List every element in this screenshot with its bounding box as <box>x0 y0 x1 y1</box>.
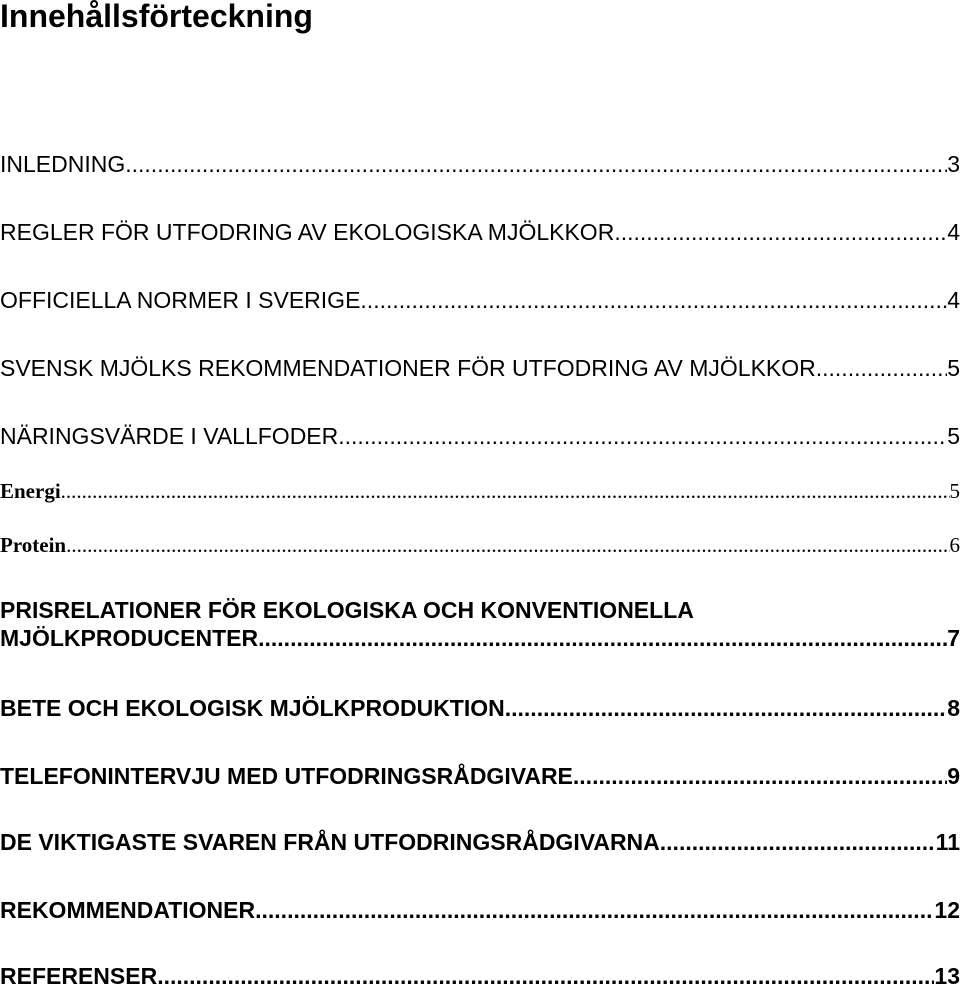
toc-line <box>0 896 960 924</box>
toc-entry-title: Protein <box>0 532 66 558</box>
toc-leader-dots <box>66 532 949 558</box>
toc-page-number: 5 <box>947 354 960 382</box>
toc-line <box>0 286 960 314</box>
toc-entry-title: TELEFONINTERVJU MED UTFODRINGSRÅDGIVARE <box>0 762 573 790</box>
toc-entry[interactable] <box>0 218 960 246</box>
toc-entry-title: MJÖLKPRODUCENTER <box>0 624 258 652</box>
toc-leader-dots <box>573 762 947 790</box>
toc-leader-dots <box>816 354 947 382</box>
toc-page-number: 6 <box>950 532 960 558</box>
toc-entry[interactable] <box>0 150 960 178</box>
toc-entry[interactable] <box>0 762 960 790</box>
toc-page-number: 4 <box>947 286 960 314</box>
toc-entry-title: INLEDNING <box>0 150 125 178</box>
toc-line <box>0 532 960 558</box>
toc-leader-dots <box>61 478 950 504</box>
toc-entry[interactable] <box>0 532 960 558</box>
toc-page-number: 5 <box>947 422 960 450</box>
toc-leader-dots <box>614 218 947 246</box>
toc-entry[interactable] <box>0 596 960 652</box>
toc-leader-dots <box>505 694 947 722</box>
toc-entry[interactable] <box>0 896 960 924</box>
toc-page-number: 3 <box>947 150 960 178</box>
toc-page-number: 8 <box>947 694 960 722</box>
toc-leader-dots <box>255 896 934 924</box>
toc-page-number: 5 <box>950 478 960 504</box>
toc-entry-title: SVENSK MJÖLKS REKOMMENDATIONER FÖR UTFODRING AV MJÖLKKOR <box>0 354 816 382</box>
toc-entry[interactable] <box>0 422 960 450</box>
page-title: Innehållsförteckning <box>0 0 313 36</box>
toc-line <box>0 478 960 504</box>
toc-entry[interactable] <box>0 962 960 990</box>
toc-line <box>0 828 960 856</box>
toc-leader-dots <box>660 828 936 856</box>
toc-entry-title: BETE OCH EKOLOGISK MJÖLKPRODUKTION <box>0 694 505 722</box>
toc-page-number: 13 <box>934 962 960 990</box>
toc-line <box>0 624 960 652</box>
toc-leader-dots <box>157 962 934 990</box>
toc-entry[interactable] <box>0 286 960 314</box>
toc-line <box>0 422 960 450</box>
toc-entry-title: DE VIKTIGASTE SVAREN FRÅN UTFODRINGSRÅDGIVARNA <box>0 828 660 856</box>
toc-line <box>0 962 960 990</box>
toc-page-number: 4 <box>947 218 960 246</box>
toc-entry-title-line-1: PRISRELATIONER FÖR EKOLOGISKA OCH KONVENTIONELLA <box>0 596 960 624</box>
toc-line <box>0 762 960 790</box>
toc-page-number: 9 <box>947 762 960 790</box>
toc-line <box>0 694 960 722</box>
toc-entry[interactable] <box>0 828 960 856</box>
toc-leader-dots <box>360 286 947 314</box>
toc-entry[interactable] <box>0 354 960 382</box>
toc-entry-title: REGLER FÖR UTFODRING AV EKOLOGISKA MJÖLKKOR <box>0 218 614 246</box>
toc-entry[interactable] <box>0 694 960 722</box>
toc-page-number: 7 <box>947 624 960 652</box>
toc-line <box>0 150 960 178</box>
toc-entry-title: REFERENSER <box>0 962 157 990</box>
toc-leader-dots <box>125 150 947 178</box>
toc-leader-dots <box>258 624 947 652</box>
toc-line <box>0 354 960 382</box>
toc-page-number: 11 <box>936 828 960 856</box>
toc-entry-title: NÄRINGSVÄRDE I VALLFODER <box>0 422 338 450</box>
toc-leader-dots <box>338 422 947 450</box>
toc-entry[interactable] <box>0 478 960 504</box>
toc-entry-title: OFFICIELLA NORMER I SVERIGE <box>0 286 360 314</box>
toc-entry-title: REKOMMENDATIONER <box>0 896 255 924</box>
toc-line <box>0 218 960 246</box>
toc-page-number: 12 <box>934 896 960 924</box>
toc-entry-title: Energi <box>0 478 61 504</box>
